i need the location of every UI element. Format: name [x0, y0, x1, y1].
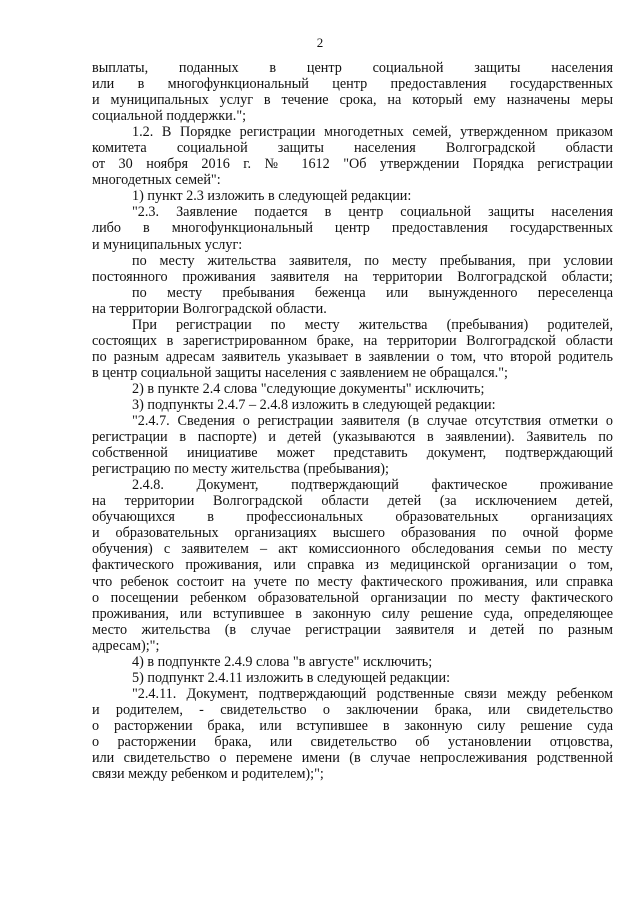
page-number: 2: [316, 35, 324, 50]
text-line: и образовательных организациях высшего образования по очной форме: [92, 525, 613, 542]
text-line: 1) пункт 2.3 изложить в следующей редакции:: [132, 188, 412, 205]
text-line: о расторжении брака, или вступившее в законную силу решение суда: [92, 717, 613, 734]
text-line: адресам);";: [92, 637, 160, 654]
text-line: или в многофункциональный центр предоставления государственных: [92, 76, 613, 93]
text-line: на территории Волгоградской области детей (за исключением детей,: [92, 493, 613, 510]
document-body: [92, 60, 613, 782]
text-line: При регистрации по месту жительства (пребывания) родителей,: [132, 316, 613, 333]
text-line: постоянного проживания заявителя на территории Волгоградской области;: [92, 268, 613, 285]
text-line: 1.2. В Порядке регистрации многодетных семей, утвержденном приказом: [132, 124, 613, 141]
text-line: о расторжении брака, или свидетельство об установлении отцовства,: [92, 733, 613, 750]
text-line: или свидетельство о перемене имени (в случае непрослеживания родственной: [92, 750, 613, 767]
text-line: 2.4.8. Документ, подтверждающий фактическое проживание: [132, 477, 613, 494]
text-line: состоящих в зарегистрированном браке, на территории Волгоградской области: [92, 332, 613, 349]
text-line: 2) в пункте 2.4 слова "следующие документы" исключить;: [132, 380, 485, 397]
text-line: связи между ребенком и родителем);";: [92, 766, 324, 783]
text-line: 3) подпункты 2.4.7 – 2.4.8 изложить в следующей редакции:: [132, 396, 496, 413]
text-line: "2.3. Заявление подается в центр социальной защиты населения: [132, 204, 613, 221]
text-line: от 30 ноября 2016 г. № 1612 "Об утверждении Порядка регистрации: [92, 156, 613, 173]
text-line: социальной поддержки.";: [92, 108, 247, 125]
text-line: многодетных семей":: [92, 172, 221, 189]
text-line: по месту пребывания беженца или вынужденного переселенца: [132, 284, 613, 301]
text-line: комитета социальной защиты населения Волгоградской области: [92, 140, 613, 157]
text-line: "2.4.11. Документ, подтверждающий родственные связи между ребенком: [132, 685, 613, 702]
text-line: выплаты, поданных в центр социальной защиты населения: [92, 60, 613, 76]
text-line: что ребенок состоит на учете по месту фактического проживания, или справка: [92, 573, 613, 590]
text-line: регистрации в паспорте) и детей (указываются в заявлении). Заявитель по: [92, 429, 613, 446]
text-line: собственной инициативе может представить документ, подтверждающий: [92, 445, 613, 462]
text-line: регистрацию по месту жительства (пребывания);: [92, 461, 389, 478]
text-line: на территории Волгоградской области.: [92, 300, 327, 317]
text-line: 4) в подпункте 2.4.9 слова "в августе" исключить;: [132, 653, 433, 670]
text-line: место жительства (в случае регистрации заявителя и детей по разным: [92, 621, 613, 638]
text-line: либо в многофункциональный центр предоставления государственных: [92, 220, 613, 237]
text-line: 5) подпункт 2.4.11 изложить в следующей редакции:: [132, 669, 451, 686]
text-line: по месту жительства заявителя, по месту пребывания, при условии: [132, 252, 613, 269]
text-line: и муниципальных услуг:: [92, 236, 243, 253]
text-line: обучающихся в профессиональных образовательных организациях: [92, 509, 613, 526]
text-line: обучения) с заявителем – акт комиссионного обследования семьи по месту: [92, 541, 613, 558]
text-line: по разным адресам заявитель указывает в заявлении о том, что второй родитель: [92, 348, 613, 365]
text-line: фактического проживания, или справка из медицинской организации о том,: [92, 557, 613, 574]
text-line: и муниципальных услуг в течение срока, на который ему назначены меры: [92, 92, 613, 109]
text-line: "2.4.7. Сведения о регистрации заявителя (в случае отсутствия отметки о: [132, 413, 613, 430]
text-line: проживания, или вступившее в законную силу решение суда, определяющее: [92, 605, 613, 622]
text-line: и родителем, - свидетельство о заключении брака, или свидетельство: [92, 701, 613, 718]
text-line: о посещении ребенком образовательной организации по месту фактического: [92, 589, 613, 606]
text-line: в центр социальной защиты населения с заявлением не обращался.";: [92, 364, 508, 381]
